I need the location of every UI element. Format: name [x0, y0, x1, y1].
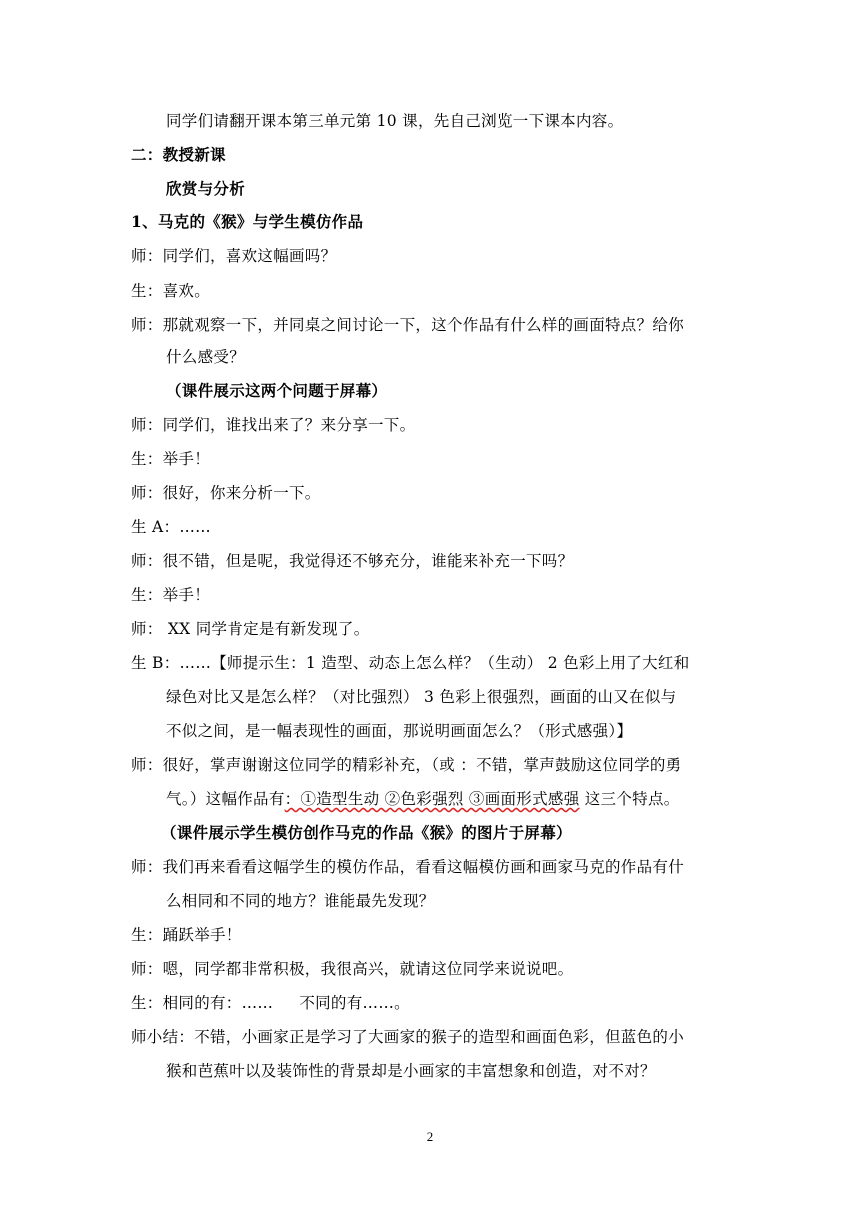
dialogue-line-continued: 么相同和不同的地方？谁能最先发现？ — [166, 892, 435, 910]
dialogue-line: 师：那就观察一下，并同桌之间讨论一下，这个作品有什么样的画面特点？给你 — [131, 316, 685, 334]
dialogue-line: 师：很好，你来分析一下。 — [131, 484, 321, 502]
text-segment: 气。）这幅作品有 — [166, 790, 285, 808]
dialogue-line: 师：我们再来看看这幅学生的模仿作品，看看这幅模仿画和画家马克的作品有什 — [131, 858, 685, 876]
dialogue-line: 生 B：……【师提示生：1 造型、动态上怎么样？（生动） 2 色彩上用了大红和 — [131, 654, 690, 672]
section-heading: 二：教授新课 — [131, 145, 226, 164]
dialogue-line-continued: 不似之间，是一幅表现性的画面，那说明画面怎么？（形式感强）】 — [166, 722, 633, 740]
courseware-note: （课件展示这两个问题于屏幕） — [166, 381, 388, 400]
summary-line: 师小结：不错，小画家正是学习了大画家的猴子的造型和画面色彩，但蓝色的小 — [131, 1028, 685, 1046]
paragraph-line: 同学们请翻开课本第三单元第 10 课，先自己浏览一下课本内容。 — [166, 112, 624, 130]
dialogue-line-continued: 绿色对比又是怎么样？（对比强烈） 3 色彩上很强烈，画面的山又在似与 — [166, 688, 677, 706]
dialogue-line: 师：同学们，谁找出来了？来分享一下。 — [131, 416, 416, 434]
dialogue-line: 生：举手！ — [131, 450, 211, 468]
dialogue-line: 师：很好，掌声谢谢这位同学的精彩补充，（或 ：不错，掌声鼓励这位同学的勇 — [131, 756, 682, 774]
dialogue-line: 师： XX 同学肯定是有新发现了。 — [131, 620, 370, 638]
dialogue-line: 生 A：…… — [131, 518, 211, 536]
dialogue-line: 师：同学们，喜欢这幅画吗？ — [131, 247, 337, 265]
summary-line-continued: 猴和芭蕉叶以及装饰性的背景却是小画家的丰富想象和创造，对不对？ — [166, 1062, 656, 1080]
dialogue-line: 生：喜欢。 — [131, 282, 211, 300]
dialogue-line-continued — [166, 789, 680, 809]
dialogue-line: 生：踊跃举手！ — [131, 926, 242, 944]
topic-heading: 1、马克的《猴》与学生模仿作品 — [131, 212, 364, 231]
subsection-heading: 欣赏与分析 — [166, 179, 246, 198]
courseware-note: （课件展示学生模仿创作马克的作品《猴》的图片于屏幕） — [161, 823, 572, 842]
dialogue-line: 师：嗯，同学都非常积极，我很高兴，就请这位同学来说说吧。 — [131, 960, 574, 978]
spellcheck-underlined-text: ：①造型生动 ②色彩强烈 ③画面形式感强 — [284, 790, 580, 808]
dialogue-line-continued: 什么感受？ — [166, 348, 246, 366]
dialogue-line: 生：举手！ — [131, 586, 211, 604]
dialogue-line: 生：相同的有：…… 不同的有……。 — [131, 994, 410, 1012]
dialogue-line: 师：很不错，但是呢，我觉得还不够充分，谁能来补充一下吗？ — [131, 552, 574, 570]
text-segment: 这三个特点。 — [579, 790, 680, 808]
page-number: 2 — [426, 1129, 434, 1144]
